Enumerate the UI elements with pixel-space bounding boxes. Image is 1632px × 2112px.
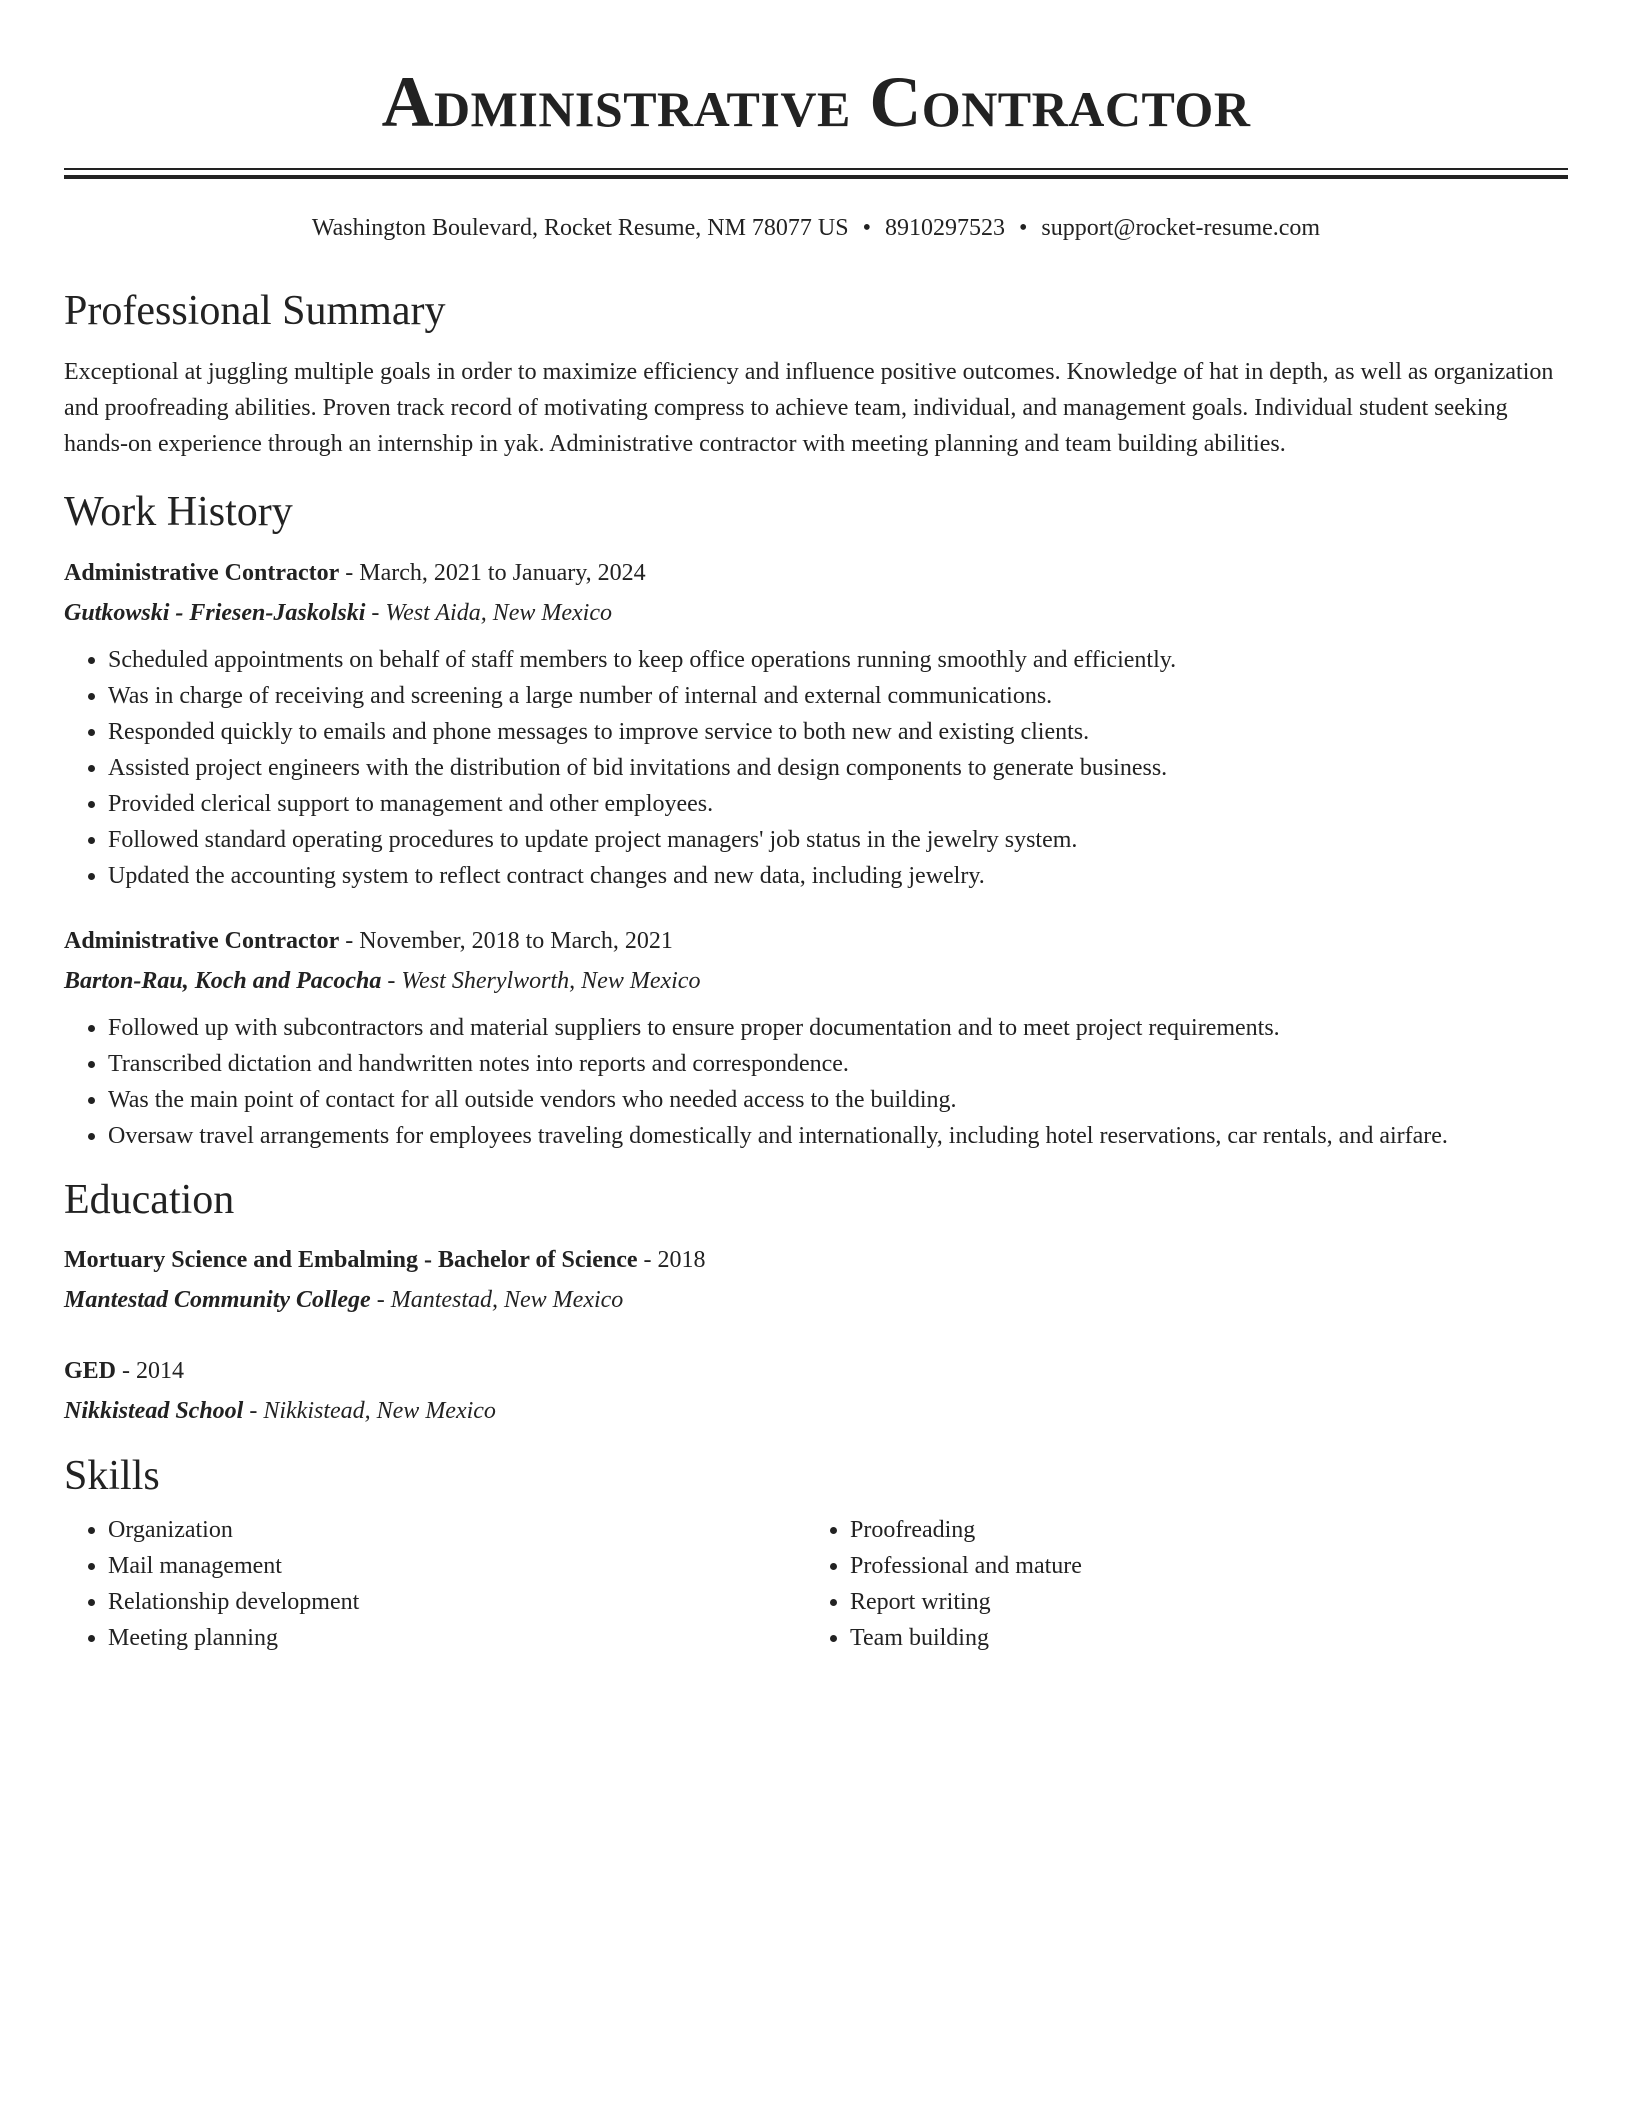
job-employer: [64, 966, 1568, 996]
education-school: Mantestad Community College: [64, 1287, 371, 1313]
education-header: [64, 1356, 1568, 1386]
job-location: - West Sherylworth, New Mexico: [381, 968, 701, 994]
job-duty: • Updated the accounting system to reflect contract changes and new data, including jewelry.: [108, 858, 1568, 894]
skill-item: • Organization: [108, 1512, 806, 1548]
job-duty: • Was the main point of contact for all outside vendors who needed access to the building.: [108, 1082, 1568, 1118]
education-degree: GED: [64, 1358, 117, 1384]
contact-line: [64, 213, 1568, 243]
summary-text: Exceptional at juggling multiple goals in order to maximize efficiency and influence positive outcomes. Knowledge of hat in depth, as well as organization and proofreading abilities. Proven track record of motivating compress to achieve team, individual, and management goals. Individual student seeking hands-on experience through an internship in yak. Administrative contractor with meeting planning and team building abilities.: [64, 359, 1554, 457]
education-entry: [64, 1245, 1568, 1315]
job-entry: [64, 926, 1568, 1154]
job-duty: • Was in charge of receiving and screening a large number of internal and external communications.: [108, 678, 1568, 714]
resume-page: [64, 0, 1568, 1656]
education-header: [64, 1245, 1568, 1275]
skills-list-right: [806, 1512, 1548, 1656]
education-degree: Mortuary Science and Embalming - Bachelor of Science: [64, 1247, 638, 1273]
education-heading: Education: [64, 1177, 235, 1223]
skill-item: • Professional and mature: [850, 1548, 1548, 1584]
job-duty: • Followed standard operating procedures to update project managers' job status in the jewelry system.: [108, 822, 1568, 858]
job-entry: [64, 558, 1568, 894]
contact-phone: 8910297523: [885, 215, 1005, 241]
header-divider-thick: [64, 175, 1568, 179]
job-dates: - November, 2018 to March, 2021: [339, 928, 673, 954]
job-employer: [64, 598, 1568, 628]
skills-heading: Skills: [64, 1453, 160, 1499]
job-duty: • Followed up with subcontractors and material suppliers to ensure proper documentation and to meet project requirements.: [108, 1010, 1568, 1046]
education-entry: [64, 1356, 1568, 1426]
job-duties: [64, 642, 1568, 894]
job-duties: [64, 1010, 1568, 1154]
education-school: Nikkistead School: [64, 1398, 244, 1424]
job-company: Gutkowski - Friesen-Jaskolski: [64, 600, 366, 626]
job-title: Administrative Contractor: [64, 928, 340, 954]
job-duty: • Responded quickly to emails and phone messages to improve service to both new and existing clients.: [108, 714, 1568, 750]
education-location: - Mantestad, New Mexico: [370, 1287, 624, 1313]
contact-separator: •: [1019, 215, 1028, 241]
work-history-heading: Work History: [64, 489, 293, 535]
skill-item: • Team building: [850, 1620, 1548, 1656]
skill-item: • Report writing: [850, 1584, 1548, 1620]
job-header: [64, 926, 1568, 956]
skills-list-left: [64, 1512, 806, 1656]
skill-item: • Relationship development: [108, 1584, 806, 1620]
contact-email: support@rocket-resume.com: [1041, 215, 1321, 241]
skill-item: • Meeting planning: [108, 1620, 806, 1656]
education-location: - Nikkistead, New Mexico: [243, 1398, 496, 1424]
job-location: - West Aida, New Mexico: [365, 600, 612, 626]
summary-heading: Professional Summary: [64, 288, 446, 334]
education-year: - 2014: [116, 1358, 185, 1384]
job-title: Administrative Contractor: [64, 560, 340, 586]
skill-item: • Mail management: [108, 1548, 806, 1584]
contact-separator: •: [862, 215, 871, 241]
job-duty: • Assisted project engineers with the distribution of bid invitations and design components to generate business.: [108, 750, 1568, 786]
job-dates: - March, 2021 to January, 2024: [339, 560, 646, 586]
candidate-name: Administrative Contractor: [381, 62, 1251, 142]
skill-item: • Proofreading: [850, 1512, 1548, 1548]
job-duty: • Oversaw travel arrangements for employees traveling domestically and internationally, including hotel reservations, car rentals, and airfare.: [108, 1118, 1568, 1154]
job-duty: • Transcribed dictation and handwritten notes into reports and correspondence.: [108, 1046, 1568, 1082]
skills-columns: [64, 1512, 1568, 1656]
education-school-line: [64, 1285, 1568, 1315]
education-year: - 2018: [637, 1247, 706, 1273]
contact-address: Washington Boulevard, Rocket Resume, NM 78077 US: [311, 215, 849, 241]
header-divider-thin: [64, 168, 1568, 170]
job-header: [64, 558, 1568, 588]
education-school-line: [64, 1396, 1568, 1426]
job-duty: • Scheduled appointments on behalf of staff members to keep office operations running smoothly and efficiently.: [108, 642, 1568, 678]
job-company: Barton-Rau, Koch and Pacocha: [64, 968, 382, 994]
job-duty: • Provided clerical support to management and other employees.: [108, 786, 1568, 822]
